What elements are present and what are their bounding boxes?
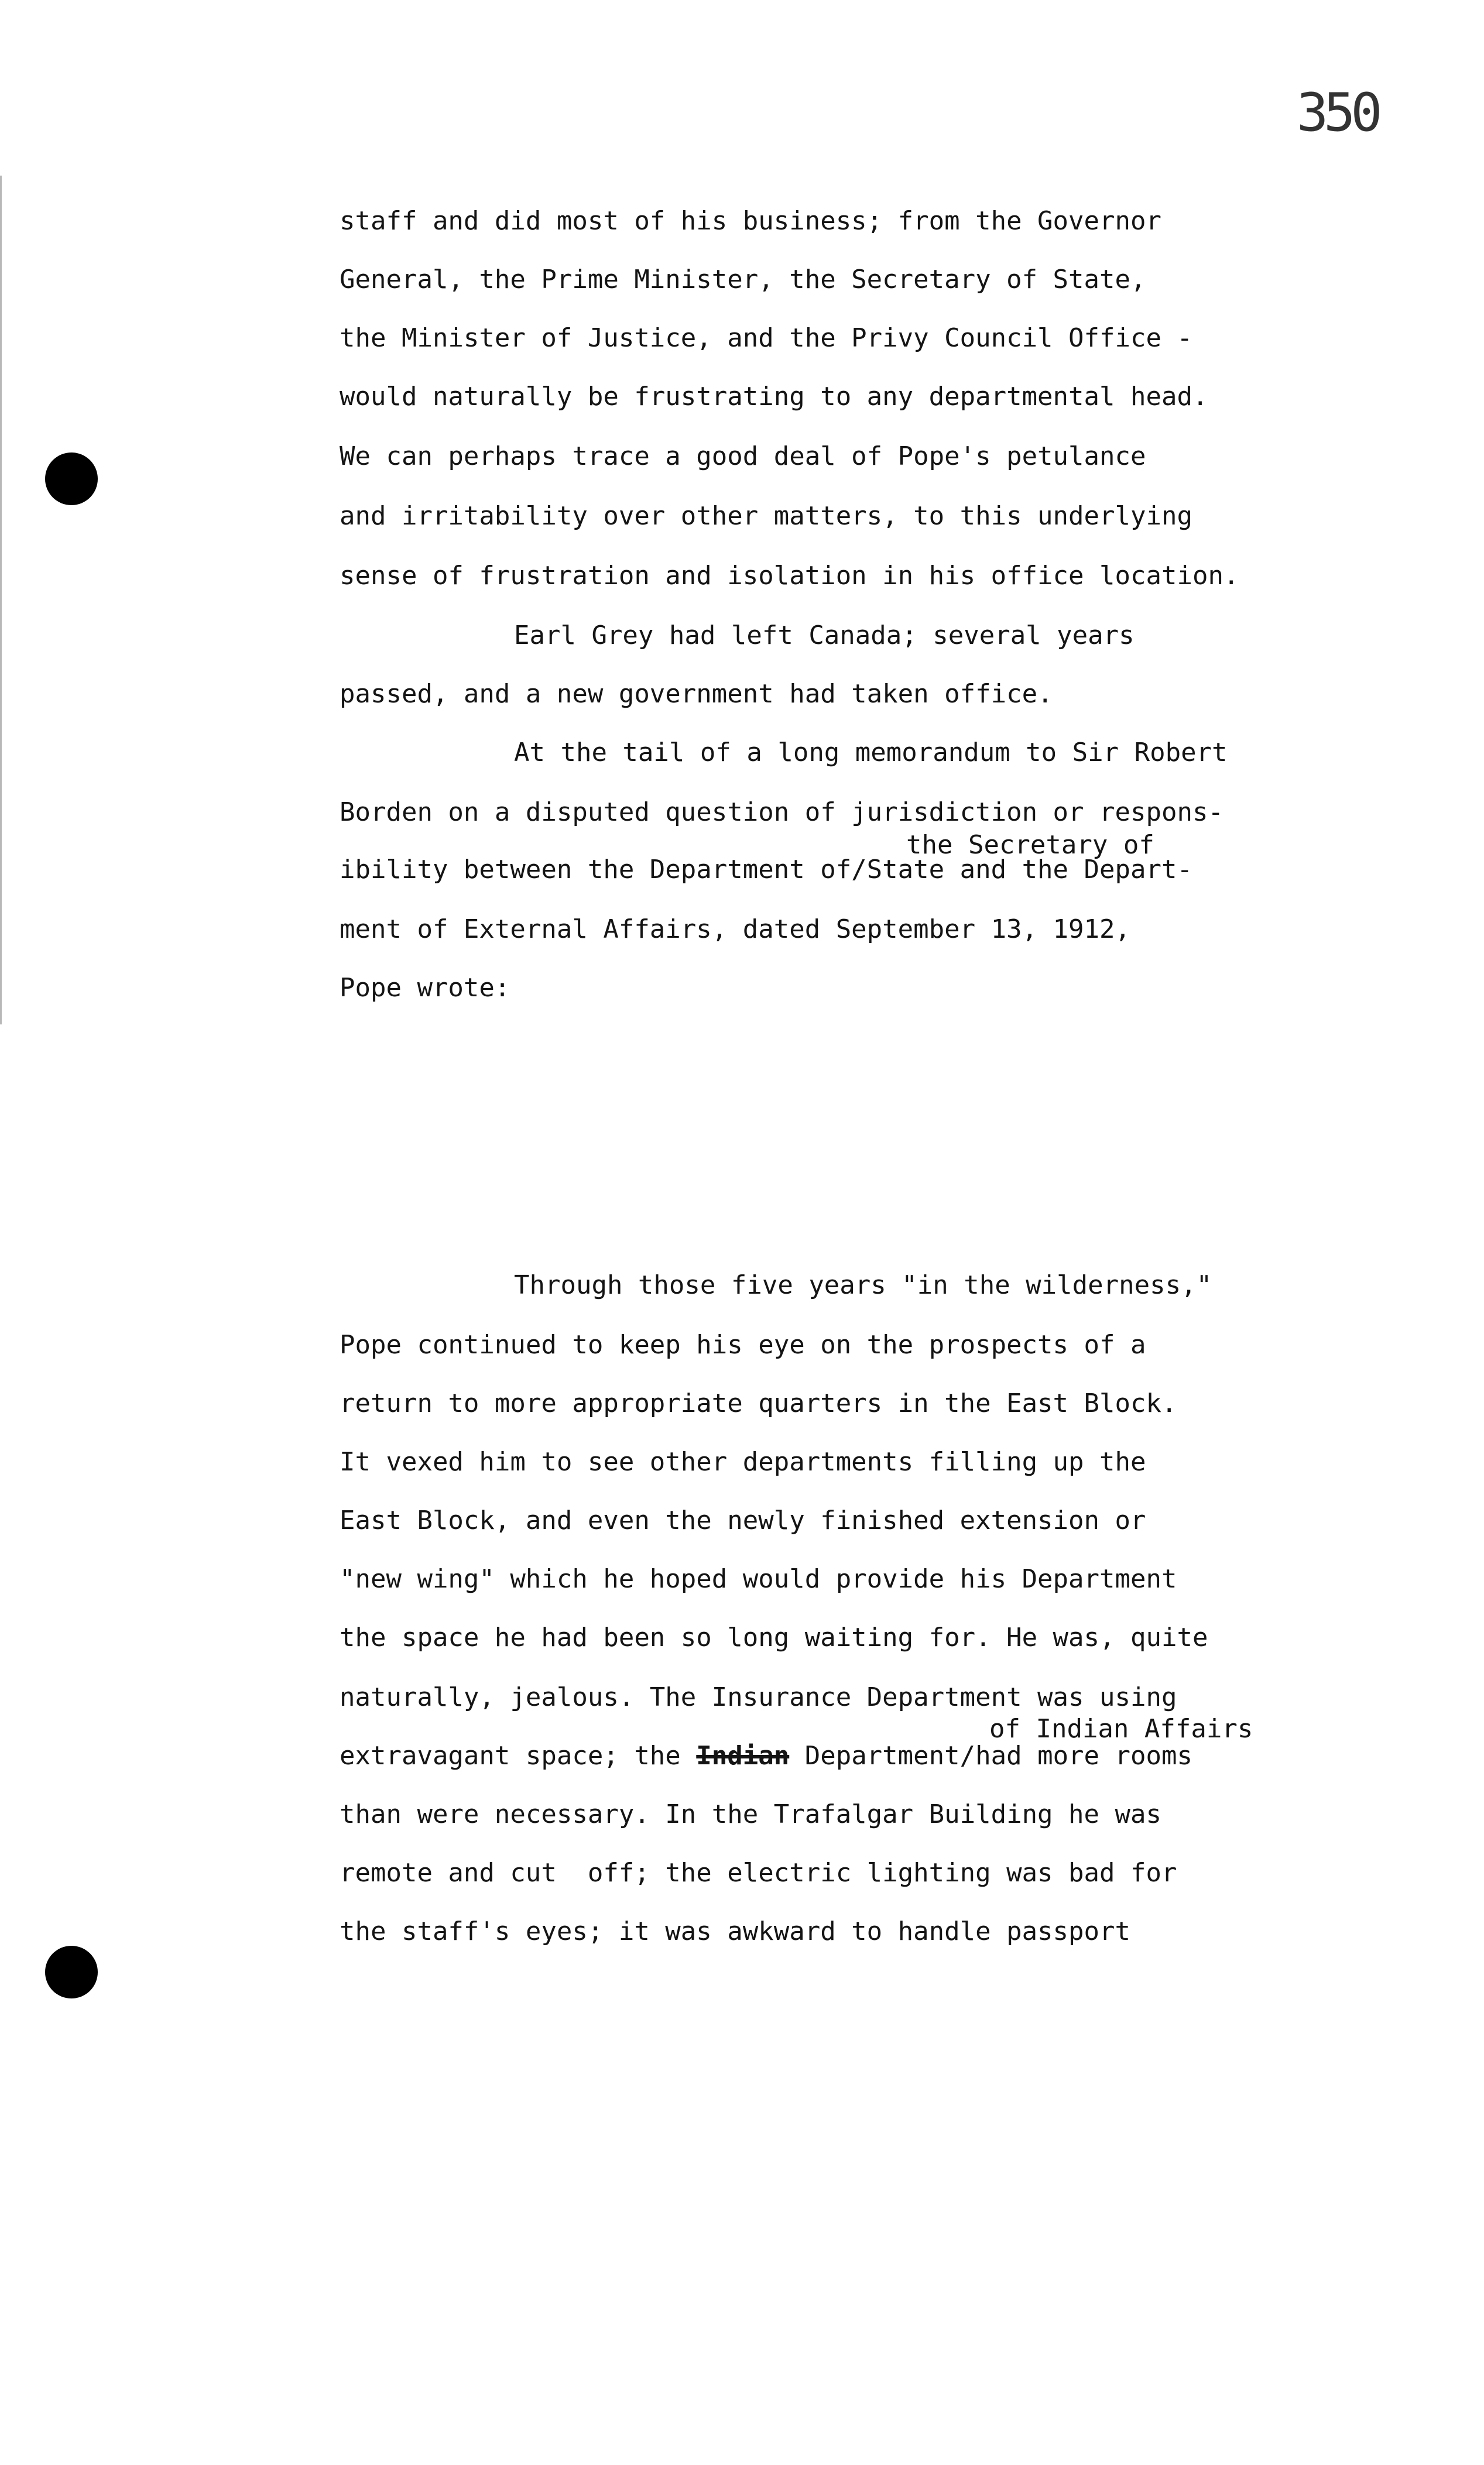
page-number: 350 bbox=[1297, 82, 1378, 143]
interlinear-insertion: of Indian Affairs bbox=[989, 1714, 1253, 1744]
punch-hole bbox=[45, 1946, 98, 1998]
text-line: Through those five years "in the wilderness," bbox=[514, 1270, 1212, 1300]
text-line: and irritability over other matters, to this underlying bbox=[340, 501, 1192, 531]
text-line: would naturally be frustrating to any departmental head. bbox=[340, 382, 1208, 412]
text-line: Borden on a disputed question of jurisdiction or respons- bbox=[340, 797, 1223, 827]
text-line: the staff's eyes; it was awkward to handle passport bbox=[340, 1917, 1131, 1946]
text-line: the Minister of Justice, and the Privy Council Office - bbox=[340, 323, 1192, 353]
text-line: "new wing" which he hoped would provide his Department bbox=[340, 1564, 1177, 1594]
text-line: staff and did most of his business; from the Governor bbox=[340, 206, 1161, 236]
text-line: East Block, and even the newly finished extension or bbox=[340, 1506, 1146, 1535]
text-line: than were necessary. In the Trafalgar Building he was bbox=[340, 1799, 1161, 1829]
text-line: General, the Prime Minister, the Secretary of State, bbox=[340, 265, 1146, 294]
text-line: Earl Grey had left Canada; several years bbox=[514, 620, 1135, 650]
page-edge-line bbox=[0, 176, 2, 1024]
text-line: Pope continued to keep his eye on the prospects of a bbox=[340, 1330, 1146, 1360]
interlinear-insertion: the Secretary of bbox=[906, 830, 1154, 860]
punch-hole bbox=[45, 452, 98, 505]
text-line: At the tail of a long memorandum to Sir Robert bbox=[514, 738, 1228, 767]
text-line: passed, and a new government had taken office. bbox=[340, 679, 1053, 709]
text-segment: Department/had more rooms bbox=[789, 1741, 1192, 1771]
text-line: the space he had been so long waiting for. He was, quite bbox=[340, 1623, 1208, 1653]
struck-word: Indian bbox=[696, 1741, 790, 1771]
text-line: It vexed him to see other departments filling up the bbox=[340, 1447, 1146, 1477]
text-line: return to more appropriate quarters in the East Block. bbox=[340, 1389, 1177, 1418]
text-line: We can perhaps trace a good deal of Pope's petulance bbox=[340, 441, 1146, 471]
text-line: sense of frustration and isolation in his office location. bbox=[340, 561, 1239, 591]
text-line: ment of External Affairs, dated September 13, 1912, bbox=[340, 914, 1131, 944]
text-line: ibility between the Department of/State and the Depart- bbox=[340, 855, 1192, 884]
text-line: naturally, jealous. The Insurance Department was using bbox=[340, 1682, 1177, 1712]
text-line bbox=[340, 1741, 1192, 1771]
text-segment: extravagant space; the bbox=[340, 1741, 697, 1771]
text-line: Pope wrote: bbox=[340, 973, 510, 1003]
text-line: remote and cut off; the electric lighting was bad for bbox=[340, 1858, 1177, 1888]
